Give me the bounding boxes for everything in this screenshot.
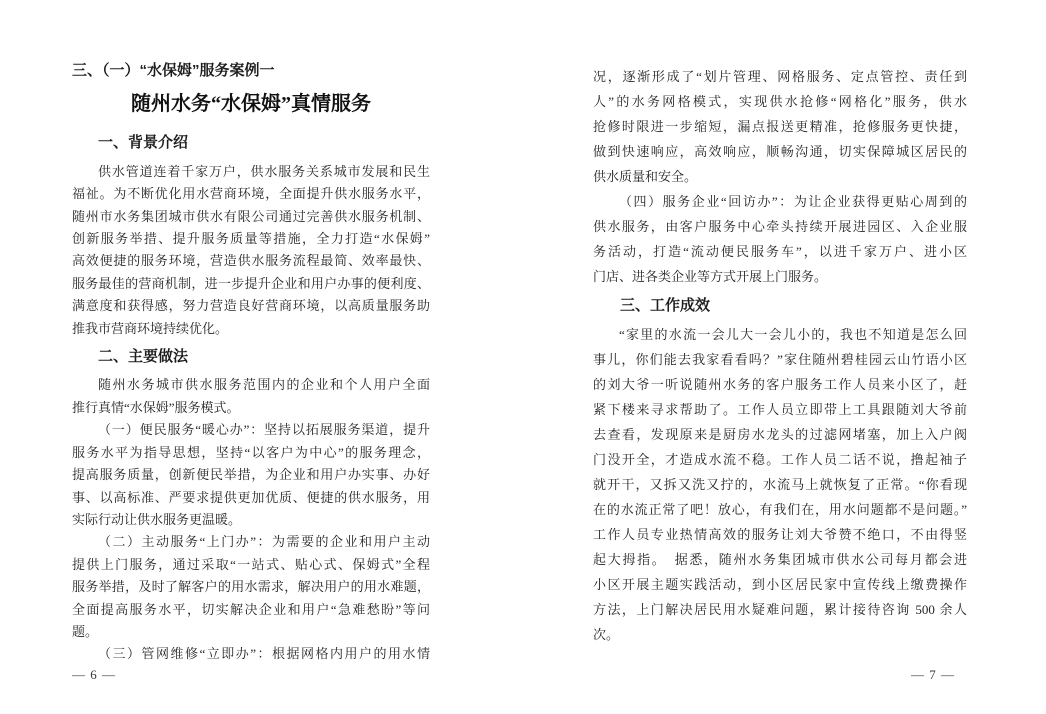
text-line: 门店、进各类企业等方式开展上门服务。 (593, 269, 828, 284)
text-line: 题。 (72, 623, 99, 639)
paragraph (72, 531, 430, 643)
paragraph (72, 374, 430, 419)
text-line: 服务举措，及时了解客户的用水需求，解决用户的用水难题， (72, 579, 430, 595)
text-line: 供水服务，由客户服务中心牵头持续开展进园区、入企业服 (593, 219, 967, 234)
text-line: 人”的水务网格模式，实现供水抢修“网格化”服务，供水 (593, 94, 967, 109)
text-line: “家里的水流一会儿大一会儿小的，我也不知道是怎么回 (619, 327, 967, 342)
text-line: 实际行动让供水服务更温暖。 (72, 511, 242, 527)
section-heading: 二、主要做法 (98, 348, 189, 366)
case-label-heading: 三、（一）“水保姆”服务案例一 (72, 62, 275, 79)
page-number: — 6 — (72, 667, 116, 682)
paragraph (593, 322, 967, 647)
text-line: 高效便捷的服务环境，营造供水服务流程最简、效率最快、 (72, 253, 430, 269)
page-7 (593, 0, 967, 714)
text-line: 福祉。为不断优化用水营商环境，全面提升供水服务水平， (72, 186, 430, 202)
text-line: 推行真情“水保姆”服务模式。 (72, 399, 240, 415)
text-line: 提供上门服务，通过采取“一站式、贴心式、保姆式”全程 (72, 556, 430, 572)
text-line: 随州市水务集团城市供水有限公司通过完善供水服务机制、 (72, 208, 430, 224)
text-line: 的刘大爷一听说随州水务的客户服务工作人员来小区了，赶 (593, 377, 967, 392)
text-line: 况，逐渐形成了“划片管理、网格服务、定点管控、责任到 (593, 69, 967, 84)
document-title: 随州水务“水保姆”真情服务 (131, 93, 371, 116)
text-line: 服务水平为指导思想，坚持“以客户为中心”的服务理念， (72, 444, 430, 460)
text-line: 事儿，你们能去我家看看吗？”家住随州碧桂园云山竹语小区 (593, 352, 967, 367)
text-line: 紧下楼来寻求帮助了。工作人员立即带上工具跟随刘大爷前 (593, 402, 967, 417)
paragraph (593, 64, 967, 189)
text-line: 门没开全，才造成水流不稳。工作人员二话不说，撸起袖子 (593, 452, 967, 467)
text-line: 随州水务城市供水服务范围内的企业和个人用户全面 (98, 377, 430, 393)
text-line: 事、以高标准、严要求提供更加优质、便捷的供水服务，用 (72, 489, 430, 505)
text-line: 小区开展主题实践活动，到小区居民家中宣传线上缴费操作 (593, 577, 967, 592)
text-line: 方法，上门解决居民用水疑难问题，累计接待咨询 500 余人 (593, 602, 967, 617)
text-line: （四）服务企业“回访办”：为让企业获得更贴心周到的 (619, 194, 967, 209)
text-line: （二）主动服务“上门办”：为需要的企业和用户主动 (98, 534, 430, 550)
text-line: 推我市营商环境持续优化。 (72, 320, 229, 336)
paragraph (72, 419, 430, 531)
text-line: 创新服务举措、提升服务质量等措施，全力打造“水保姆” (72, 231, 430, 247)
paragraph (593, 189, 967, 289)
text-line: 抢修时限进一步缩短，漏点报送更精准，抢修服务更快捷， (593, 119, 967, 134)
text-line: 在的水流正常了吧！放心，有我们在，用水问题都不是问题。” (593, 502, 967, 517)
text-line: 工作人员专业热情高效的服务让刘大爷赞不绝口，不由得竖 (593, 527, 967, 542)
text-line: （一）便民服务“暖心办”：坚持以拓展服务渠道，提升 (98, 422, 430, 438)
page-number: — 7 — (911, 667, 955, 682)
text-line: 提高服务质量，创新便民举措，为企业和用户办实事、办好 (72, 467, 430, 483)
text-line: 就开干，又拆又洗又拧的，水流马上就恢复了正常。“你看现 (593, 477, 967, 492)
text-line: 起大拇指。 据悉，随州水务集团城市供水公司每月都会进 (593, 552, 967, 567)
paragraph (72, 643, 430, 665)
text-line: 全面提高服务水平，切实解决企业和用户“急难愁盼”等问 (72, 601, 430, 617)
text-line: 服务最佳的营商机制，进一步提升企业和用户办事的便利度、 (72, 275, 430, 291)
section-heading: 一、背景介绍 (98, 134, 189, 152)
text-line: 次。 (593, 627, 620, 642)
paragraph (72, 161, 430, 340)
text-line: 供水管道连着千家万户，供水服务关系城市发展和民生 (98, 163, 430, 179)
text-line: 满意度和获得感，努力营造良好营商环境，以高质量服务助 (72, 298, 430, 314)
text-line: 供水质量和安全。 (593, 169, 698, 184)
page-6 (72, 0, 430, 714)
section-heading: 三、工作成效 (620, 297, 711, 314)
text-line: 务活动，打造“流动便民服务车”，以进千家万户、进小区 (593, 244, 967, 259)
text-line: 做到快速响应，高效响应，顺畅沟通，切实保障城区居民的 (593, 144, 967, 159)
text-line: （三）管网维修“立即办”：根据网格内用户的用水情 (98, 646, 430, 662)
text-line: 去查看，发现原来是厨房水龙头的过滤网堵塞，加上入户阀 (593, 427, 967, 442)
